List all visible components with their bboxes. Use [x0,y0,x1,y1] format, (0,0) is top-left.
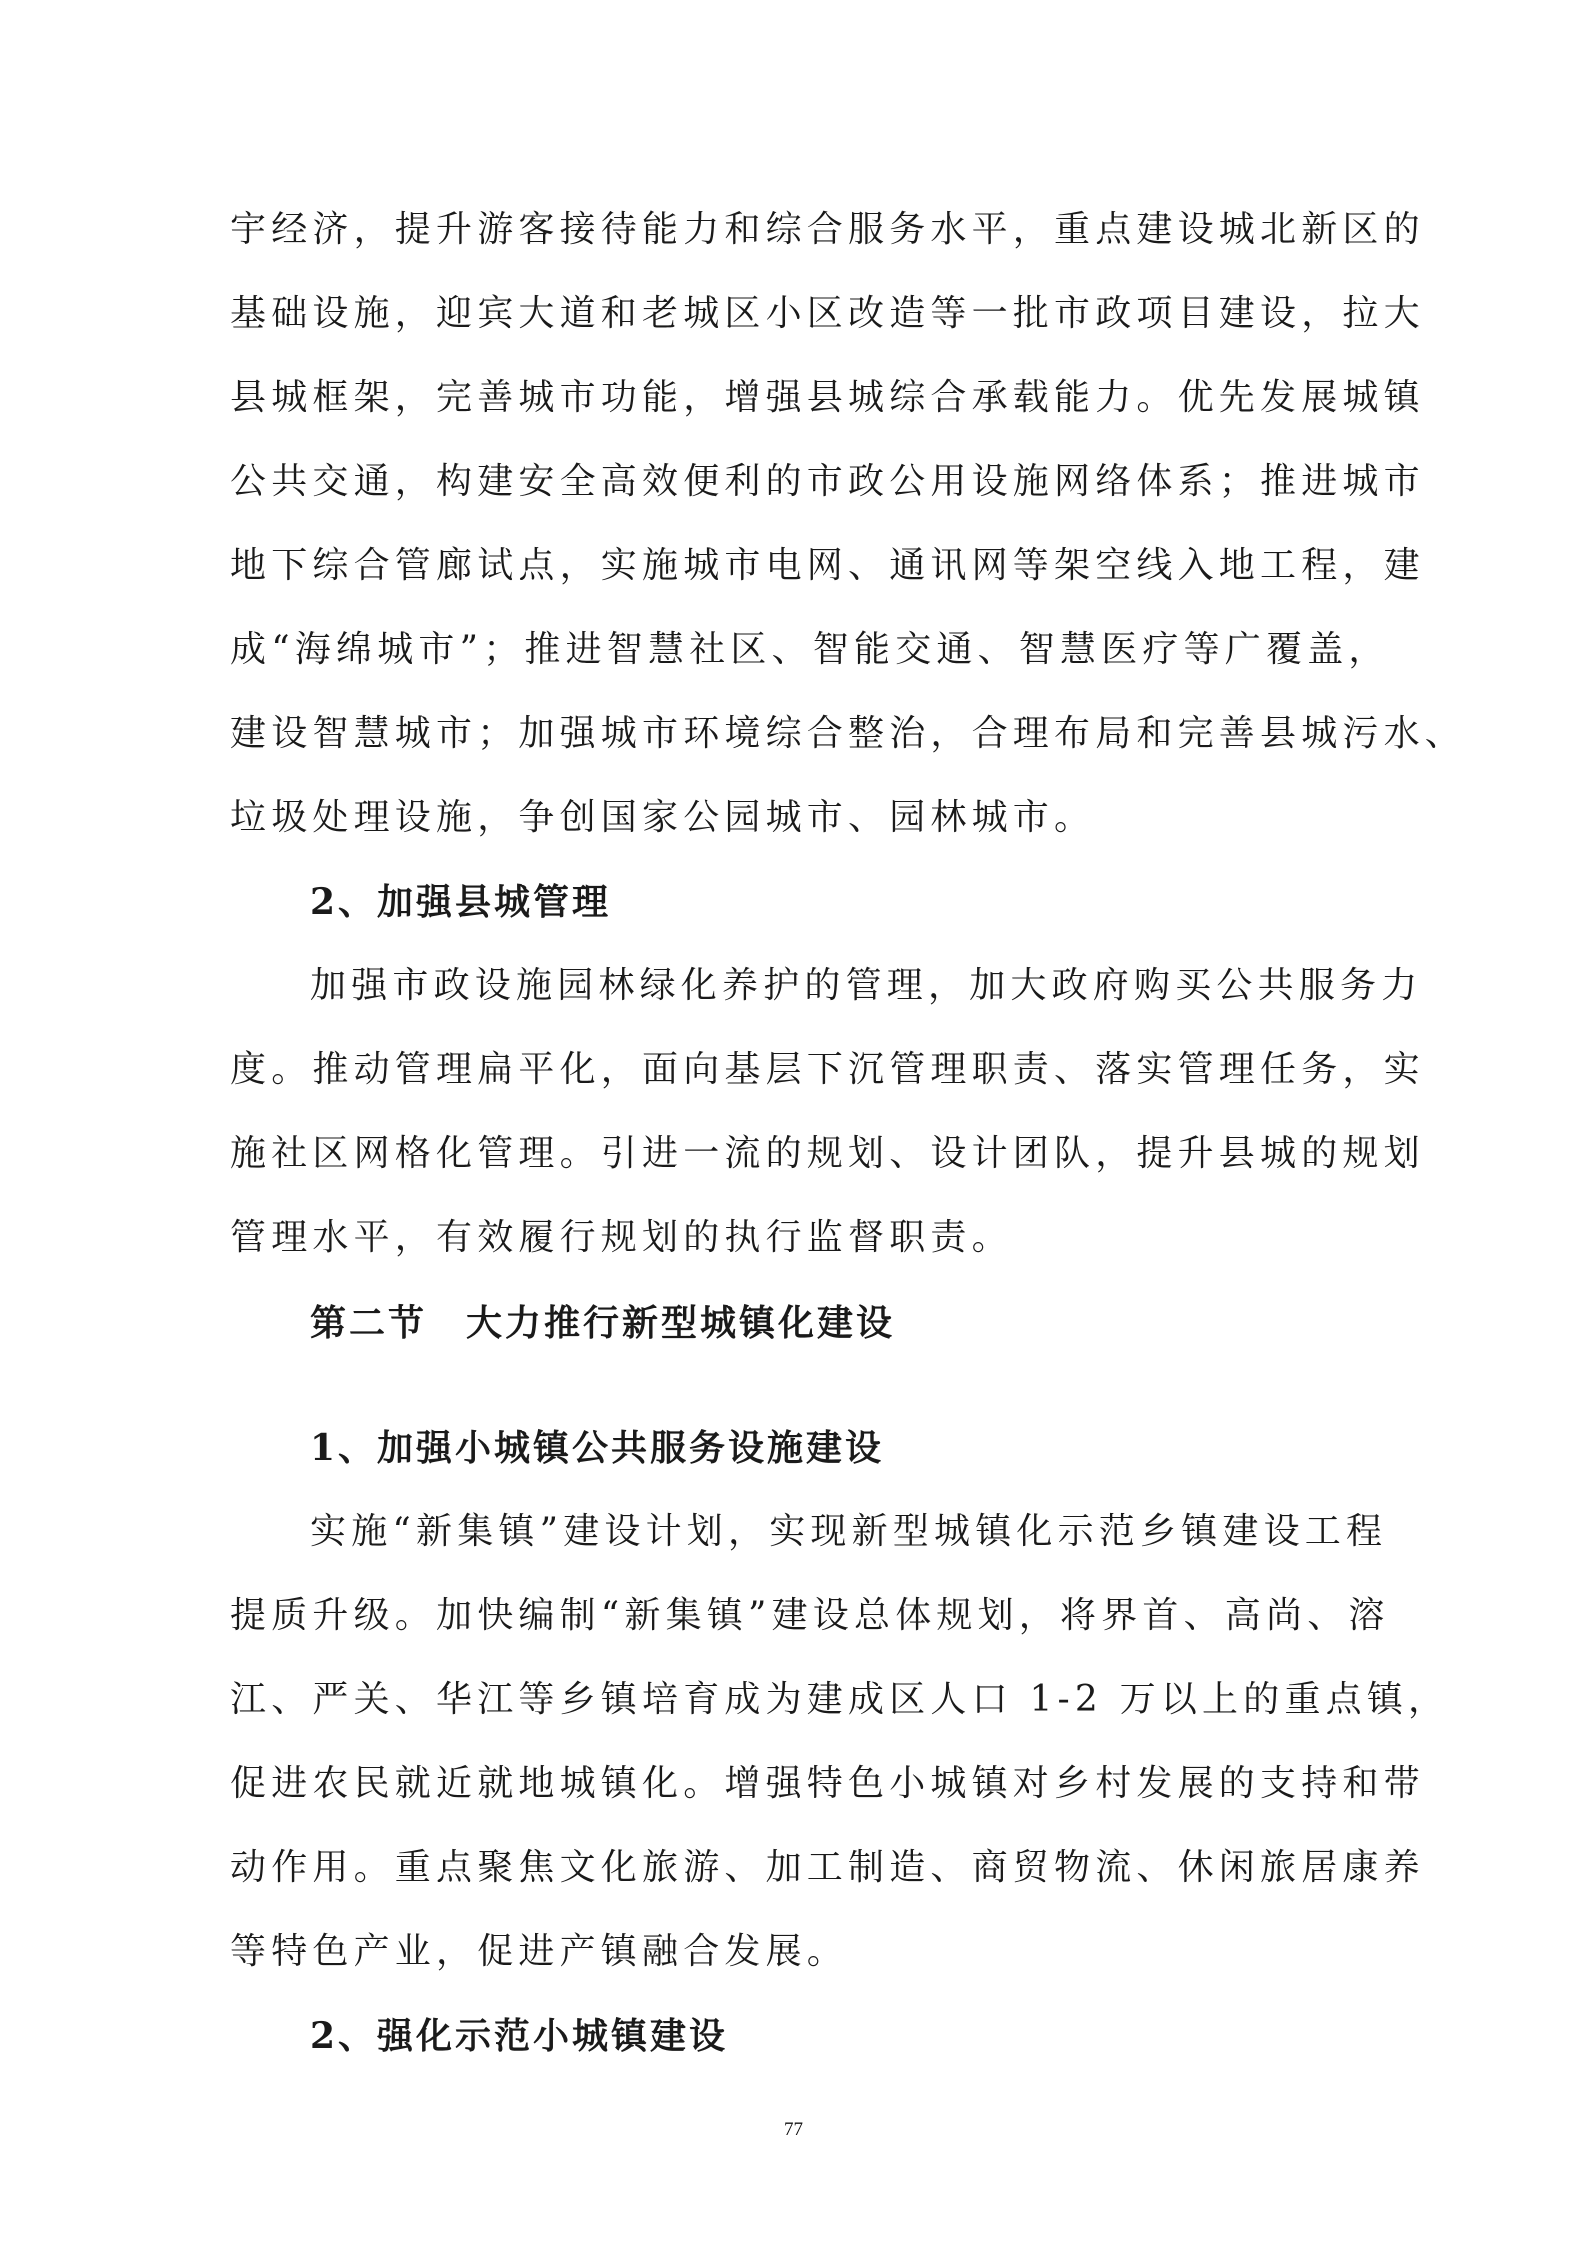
paragraph-line: 度。推动管理扁平化，面向基层下沉管理职责、落实管理任务，实 [230,1049,1425,1090]
paragraph-line: 县城框架，完善城市功能，增强县城综合承载能力。优先发展城镇 [230,377,1425,418]
paragraph-line: 促进农民就近就地城镇化。增强特色小城镇对乡村发展的支持和带 [230,1763,1425,1804]
paragraph-line: 管理水平，有效履行规划的执行监督职责。 [230,1217,1013,1258]
paragraph-line: 等特色产业，促进产镇融合发展。 [230,1931,849,1972]
paragraph-line: 加强市政设施园林绿化养护的管理，加大政府购买公共服务力 [310,965,1423,1006]
paragraph-line: 基础设施，迎宾大道和老城区小区改造等一批市政项目建设，拉大 [230,293,1425,334]
paragraph-line: 地下综合管廊试点，实施城市电网、通讯网等架空线入地工程，建 [230,545,1425,586]
subheading: 2、强化示范小城镇建设 [310,2015,729,2057]
paragraph-line: 公共交通，构建安全高效便利的市政公用设施网络体系；推进城市 [230,461,1425,502]
paragraph-line: 动作用。重点聚焦文化旅游、加工制造、商贸物流、休闲旅居康养 [230,1847,1425,1888]
subheading: 1、加强小城镇公共服务设施建设 [310,1427,885,1469]
page-number: 77 [784,2119,803,2140]
paragraph-line: 提质升级。加快编制“新集镇”建设总体规划，将界首、高尚、溶 [230,1595,1390,1636]
paragraph-line: 建设智慧城市；加强城市环境综合整治，合理布局和完善县城污水、 [230,713,1467,754]
paragraph-line: 实施“新集镇”建设计划，实现新型城镇化示范乡镇建设工程 [310,1511,1388,1552]
paragraph-line: 垃圾处理设施，争创国家公园城市、园林城市。 [230,797,1096,838]
paragraph-line: 宇经济，提升游客接待能力和综合服务水平，重点建设城北新区的 [230,209,1425,250]
subheading: 2、加强县城管理 [310,881,612,923]
section-heading: 第二节 大力推行新型城镇化建设 [310,1302,896,1344]
paragraph-line: 成“海绵城市”；推进智慧社区、智能交通、智慧医疗等广覆盖， [230,629,1390,670]
paragraph-line: 江、严关、华江等乡镇培育成为建成区人口 1-2 万以上的重点镇， [230,1679,1450,1720]
paragraph-line: 施社区网格化管理。引进一流的规划、设计团队，提升县城的规划 [230,1133,1425,1174]
